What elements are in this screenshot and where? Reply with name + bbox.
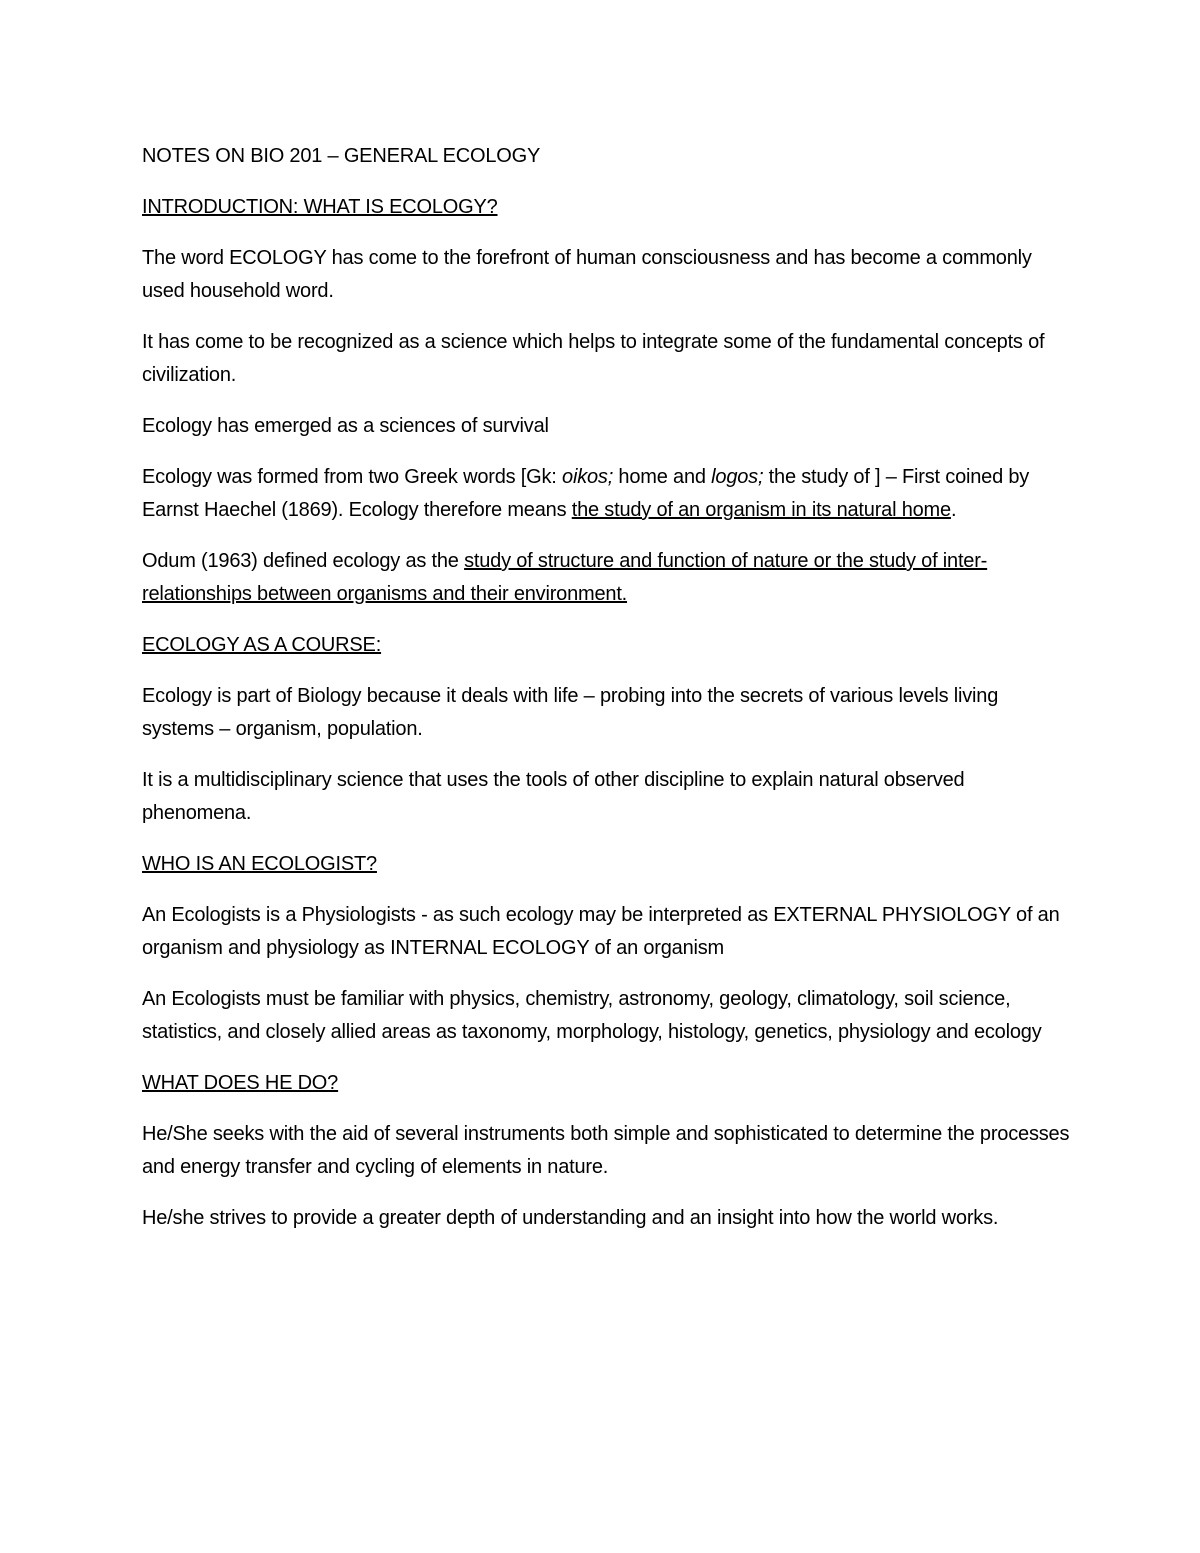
paragraph-science-of-survival: Ecology has emerged as a sciences of survival [142, 415, 549, 437]
course-heading: ECOLOGY AS A COURSE: [142, 634, 382, 656]
greek-origin-text-3: the study of ] – First coined by Earnst Haechel (1869). Ecology therefore means [142, 466, 1030, 521]
paragraph-ecology-word: The word ECOLOGY has come to the forefront of human consciousness and has become a commonly used household word. [142, 247, 1032, 302]
paragraph-instruments: He/She seeks with the aid of several instruments both simple and sophisticated to determine the processes and energy transfer and cycling of elements in nature. [142, 1123, 1070, 1178]
document-page [142, 140, 1072, 1253]
greek-origin-text-4: . [950, 499, 957, 521]
greek-origin-text-2: home and [613, 466, 712, 488]
paragraph-odum-definition [142, 545, 1072, 611]
paragraph-greek-origin [142, 461, 1072, 527]
paragraph-ecologist-physiologist: An Ecologists is a Physiologists - as such ecology may be interpreted as EXTERNAL PHYSIOLOGY of an organism and physiology as INTERNAL ECOLOGY of an organism [142, 904, 1060, 959]
paragraph-ecologist-familiar: An Ecologists must be familiar with physics, chemistry, astronomy, geology, climatology, soil science, statistics, and closely allied areas as taxonomy, morphology, histology, genetics, physiology and ecology [142, 988, 1042, 1043]
term-logos: logos; [711, 466, 764, 488]
paragraph-understanding: He/she strives to provide a greater depth of understanding and an insight into how the world works. [142, 1207, 999, 1229]
paragraph-multidisciplinary: It is a multidisciplinary science that uses the tools of other discipline to explain natural observed phenomena. [142, 769, 965, 824]
ecology-definition-underlined: the study of an organism in its natural home [571, 499, 951, 521]
odum-text: Odum (1963) defined ecology as the [142, 550, 465, 572]
greek-origin-text-1: Ecology was formed from two Greek words [Gk: [142, 466, 563, 488]
paragraph-part-of-biology: Ecology is part of Biology because it deals with life – probing into the secrets of various levels living systems – organism, population. [142, 685, 999, 740]
intro-heading: INTRODUCTION: WHAT IS ECOLOGY? [142, 196, 498, 218]
paragraph-recognized-science: It has come to be recognized as a science which helps to integrate some of the fundamental concepts of civilization. [142, 331, 1045, 386]
ecologist-heading: WHO IS AN ECOLOGIST? [142, 853, 377, 875]
term-oikos: oikos; [562, 466, 614, 488]
what-does-he-do-heading: WHAT DOES HE DO? [142, 1072, 339, 1094]
odum-definition-underlined: study of structure and function of nature or the study of inter-relationships between organisms and their environment. [142, 550, 988, 605]
document-title: NOTES ON BIO 201 – GENERAL ECOLOGY [142, 145, 541, 167]
